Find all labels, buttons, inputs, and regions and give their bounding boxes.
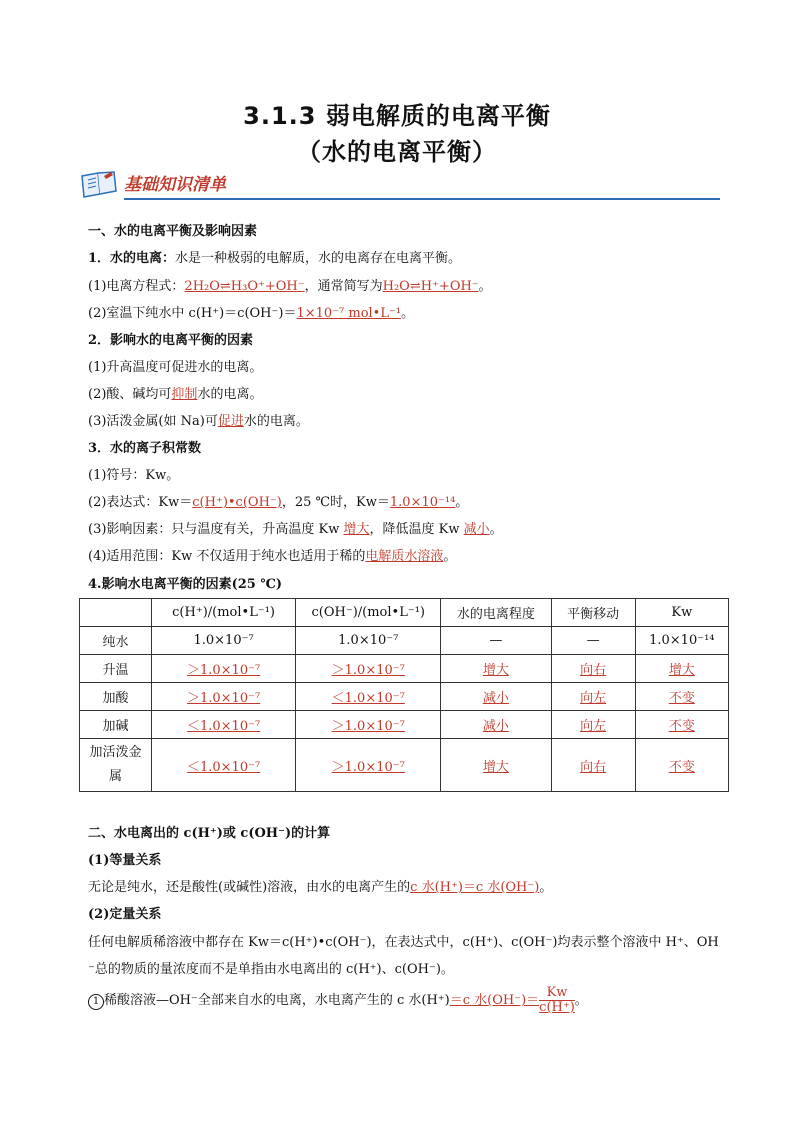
table-row [80,711,729,739]
answer: ＝c 水(OH⁻)＝ [449,993,540,1008]
text: 水的电离。 [243,414,309,429]
banner-label: 基础知识清单 [124,175,226,195]
answer: 电解质水溶液 [365,549,444,564]
table-header-cell: c(OH⁻)/(mol•L⁻¹) [296,599,441,627]
text: 。 [539,880,553,895]
table-answer-cell: 增大 [635,655,728,683]
para-s2-1 [88,876,552,895]
para-s2-2-line2: ⁻总的物质的量浓度而不是单指由水电离出的 c(H⁺)、c(OH⁻)。 [88,962,454,977]
section-2-heading: 二、水电离出的 c(H⁺)或 c(OH⁻)的计算 [88,826,331,841]
table-answer-cell: 向右 [551,739,635,792]
table-answer-cell: 向右 [551,655,635,683]
answer: 抑制 [171,387,198,402]
answer: 促进 [217,414,244,429]
para-3-3 [88,518,503,537]
para-1-2 [88,302,414,321]
text: (2)室温下纯水中 c(H⁺)＝c(OH⁻)＝ [88,306,297,321]
sub-heading-2: (2)定量关系 [88,907,162,922]
table-header-cell [80,599,152,627]
page-subtitle: （水的电离平衡） [297,138,497,166]
table-header-row [80,599,729,627]
text: (2)酸、碱均可 [88,387,172,402]
para-3-head: 3．水的离子积常数 [88,441,202,456]
fraction-denominator: c(H⁺) [539,1000,575,1015]
table-row [80,655,729,683]
text: (2)表达式：Kw＝ [88,495,193,510]
table-answer-cell: ＞1.0×10⁻⁷ [151,655,295,683]
table-header-cell: 平衡移动 [551,599,635,627]
factor-table [79,598,729,792]
table-answer-cell: 减小 [441,683,551,711]
text: (3)活泼金属(如 Na)可 [88,414,218,429]
table-cell: 升温 [80,655,152,683]
text: (3)影响因素：只与温度有关，升高温度 Kw [88,522,344,537]
answer: 2H₂O⇌H₃O⁺+OH⁻ [184,279,305,294]
table-cell: 加酸 [80,683,152,711]
text: 。 [401,306,415,321]
table-answer-cell: ＜1.0×10⁻⁷ [151,711,295,739]
table-cell: 加碱 [80,711,152,739]
book-icon [80,170,120,200]
para-2-1: (1)升高温度可促进水的电离。 [88,360,263,375]
item-number: 1 [88,994,104,1010]
table-answer-cell: 减小 [441,711,551,739]
table-row [80,739,729,792]
table-answer-cell: 增大 [441,655,551,683]
table-cell: 1.0×10⁻¹⁴ [635,627,728,655]
text: 。 [574,993,588,1008]
fraction [539,986,575,1015]
answer: c(H⁺)•c(OH⁻) [192,495,282,510]
table-answer-cell: 不变 [635,711,728,739]
para-s2-3 [88,986,588,1015]
page-title: 3.1.3 弱电解质的电离平衡 [243,102,551,130]
text: ，25 ℃时，Kw＝ [281,495,390,510]
table-row [80,627,729,655]
table-answer-cell: 向左 [551,683,635,711]
answer: H₂O⇌H⁺+OH⁻ [382,279,479,294]
para-2-3 [88,410,309,429]
table-answer-cell: ＜1.0×10⁻⁷ [151,739,295,792]
sub-heading-1: (1)等量关系 [88,853,162,868]
para-1-1 [88,275,492,294]
text: (1)电离方程式： [88,279,185,294]
para-1 [88,247,461,266]
table-answer-cell: ＞1.0×10⁻⁷ [296,739,441,792]
answer: 1.0×10⁻¹⁴ [389,495,456,510]
section-1-heading: 一、水的电离平衡及影响因素 [88,224,258,239]
table-header-cell: 水的电离程度 [441,599,551,627]
para-4-head: 4.影响水电离平衡的因素(25 ℃) [88,577,283,592]
text: ，降低温度 Kw [369,522,464,537]
table-header-cell: c(H⁺)/(mol•L⁻¹) [151,599,295,627]
para-2-head: 2．影响水的电离平衡的因素 [88,333,254,348]
table-answer-cell: 不变 [635,739,728,792]
answer: 增大 [343,522,370,537]
para-1-head: 1．水的电离： [88,251,176,266]
answer: c 水(H⁺)＝c 水(OH⁻) [410,880,540,895]
table-answer-cell: 向左 [551,711,635,739]
table-row [80,683,729,711]
table-cell: 1.0×10⁻⁷ [296,627,441,655]
text: 水的电离。 [197,387,263,402]
table-answer-cell: ＞1.0×10⁻⁷ [151,683,295,711]
text: 稀酸溶液—OH⁻全部来自水的电离，水电离产生的 c 水(H⁺) [104,993,450,1008]
table-answer-cell: 增大 [441,739,551,792]
answer: 减小 [463,522,490,537]
text: (4)适用范围：Kw 不仅适用于纯水也适用于稀的 [88,549,366,564]
fraction-numerator: Kw [539,986,575,1001]
table-cell: 纯水 [80,627,152,655]
table-header-cell: Kw [635,599,728,627]
text: 无论是纯水，还是酸性(或碱性)溶液，由水的电离产生的 [88,880,411,895]
table-cell: 1.0×10⁻⁷ [151,627,295,655]
text: 。 [443,549,457,564]
para-3-2 [88,491,468,510]
para-3-4 [88,545,456,564]
table-answer-cell: ＞1.0×10⁻⁷ [296,711,441,739]
para-1-text: 水是一种极弱的电解质，水的电离存在电离平衡。 [175,251,462,266]
table-cell: 加活泼金属 [80,739,152,792]
para-2-2 [88,383,262,402]
text: 。 [489,522,503,537]
table-answer-cell: ＞1.0×10⁻⁷ [296,655,441,683]
banner-rule [124,198,720,200]
text: ，通常简写为 [304,279,383,294]
table-answer-cell: ＜1.0×10⁻⁷ [296,683,441,711]
table-cell: — [441,627,551,655]
para-s2-2-line1: 任何电解质稀溶液中都存在 Kw＝c(H⁺)•c(OH⁻)，在表达式中，c(H⁺)、c(OH⁻)均表示整个溶液中 H⁺、OH [88,935,719,950]
para-3-1: (1)符号：Kw。 [88,468,180,483]
text: 。 [478,279,492,294]
answer: 1×10⁻⁷ mol•L⁻¹ [296,306,402,321]
table-cell: — [551,627,635,655]
table-answer-cell: 不变 [635,683,728,711]
section-banner [80,166,720,202]
text: 。 [455,495,469,510]
